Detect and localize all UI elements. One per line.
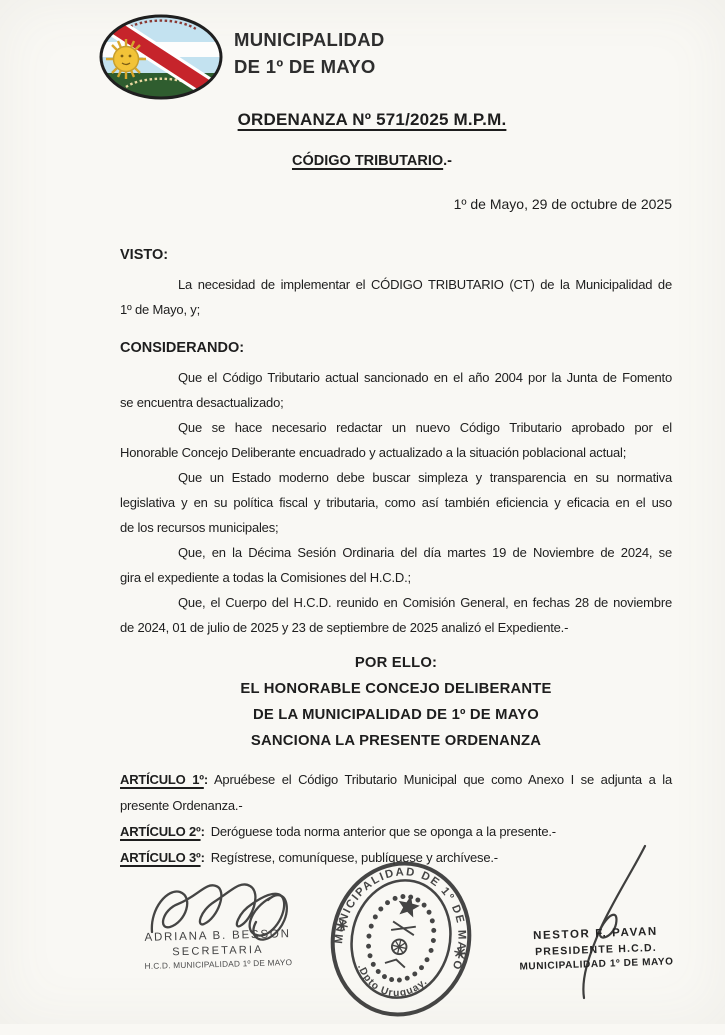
- text-line: gira el expediente a todas la Comisiones del H.C.D.;: [120, 570, 411, 585]
- signer-org: H.C.D. MUNICIPALIDAD 1º DE MAYO: [144, 957, 293, 971]
- article-2-text: Deróguese toda norma anterior que se oponga a la presente.-: [210, 824, 556, 839]
- resolution-line: DE LA MUNICIPALIDAD DE 1º DE MAYO: [252, 707, 540, 723]
- text-line: de los recursos municipales;: [120, 520, 279, 535]
- article-3-label: ARTÍCULO 3º: [120, 850, 201, 865]
- text-line: se encuentra desactualizado;: [120, 395, 284, 410]
- signature-block-president: [497, 925, 694, 974]
- municipal-seal-stamp-icon: [311, 843, 492, 1034]
- signer-name: ADRIANA B. BESSON: [144, 928, 291, 944]
- subject-suffix: .-: [443, 153, 453, 169]
- signer-role: SECRETARIA: [172, 943, 264, 959]
- signature-block-secretary: [128, 928, 309, 972]
- stamp-bottom-text: .Dpto Uruguay.: [355, 963, 431, 1000]
- resolution-line: POR ELLO:: [354, 655, 438, 671]
- resolution-block: [120, 650, 672, 754]
- org-line2: DE 1º DE MAYO: [234, 56, 376, 77]
- stamp-top-text: MUNICIPALIDAD DE 1º DE MAYO: [333, 866, 468, 973]
- colon: :: [200, 850, 205, 865]
- subject-text: CÓDIGO TRIBUTARIO: [291, 153, 444, 169]
- text-line: Que, el Cuerpo del H.C.D. reunido en Comisión General, en fechas 28 de noviembre: [178, 595, 672, 610]
- article-1-label: ARTÍCULO 1º: [120, 772, 204, 787]
- considerando-paragraphs: [120, 365, 672, 640]
- article-1-line: [120, 767, 672, 793]
- article-2-label: ARTÍCULO 2º: [120, 824, 201, 839]
- colon: :: [200, 824, 205, 839]
- org-line1: MUNICIPALIDAD: [234, 29, 385, 50]
- colon: :: [203, 772, 208, 787]
- organization-name: [234, 26, 385, 80]
- signer-org: MUNICIPALIDAD 1º DE MAYO: [519, 956, 674, 973]
- resolution-line: SANCIONA LA PRESENTE ORDENANZA: [250, 733, 542, 749]
- resolution-line: EL HONORABLE CONCEJO DELIBERANTE: [240, 681, 552, 697]
- text-line: Honorable Concejo Deliberante encuadrado y actualizado a la situación poblacional actual;: [120, 445, 627, 460]
- visto-heading: VISTO:: [120, 247, 169, 263]
- text-line: Que se hace necesario redactar un nuevo Código Tributario aprobado por el: [178, 420, 672, 435]
- municipality-crest-icon: [96, 13, 226, 101]
- text-line: Que, en la Décima Sesión Ordinaria del día martes 19 de Noviembre de 2024, se: [178, 545, 672, 560]
- text-line: legislativa y en su política fiscal y tributaria, como así también eficiencia y eficacia en el uso: [120, 495, 672, 510]
- text-line: Que un Estado moderno debe buscar simpleza y transparencia en su normativa: [178, 470, 672, 485]
- article-1-text: Apruébese el Código Tributario Municipal que como Anexo I se adjunta a la: [213, 772, 672, 787]
- text-line: Que el Código Tributario actual sancionado en el año 2004 por la Junta de Fomento: [178, 370, 672, 385]
- dateline: 1º de Mayo, 29 de octubre de 2025: [453, 196, 672, 212]
- ordinance-title: ORDENANZA Nº 571/2025 M.P.M.: [237, 110, 507, 129]
- considerando-heading: CONSIDERANDO:: [120, 340, 245, 356]
- article-3-text: Regístrese, comuníquese, publíquese y archívese.-: [210, 850, 498, 865]
- signer-name: NESTOR F. PAVAN: [532, 925, 659, 943]
- article-2-line: [120, 819, 672, 845]
- text-line: La necesidad de implementar el CÓDIGO TRIBUTARIO (CT) de la Municipalidad de: [178, 277, 672, 292]
- visto-paragraph: [120, 272, 672, 322]
- sun-icon: [106, 39, 146, 79]
- text-line: 1º de Mayo, y;: [120, 302, 200, 317]
- article-1-line: presente Ordenanza.-: [120, 798, 243, 813]
- ordinance-subject: [92, 153, 652, 169]
- text-line: de 2024, 01 de julio de 2025 y 23 de septiembre de 2025 analizó el Expediente.-: [120, 620, 569, 635]
- signer-role: PRESIDENTE H.C.D.: [534, 941, 658, 959]
